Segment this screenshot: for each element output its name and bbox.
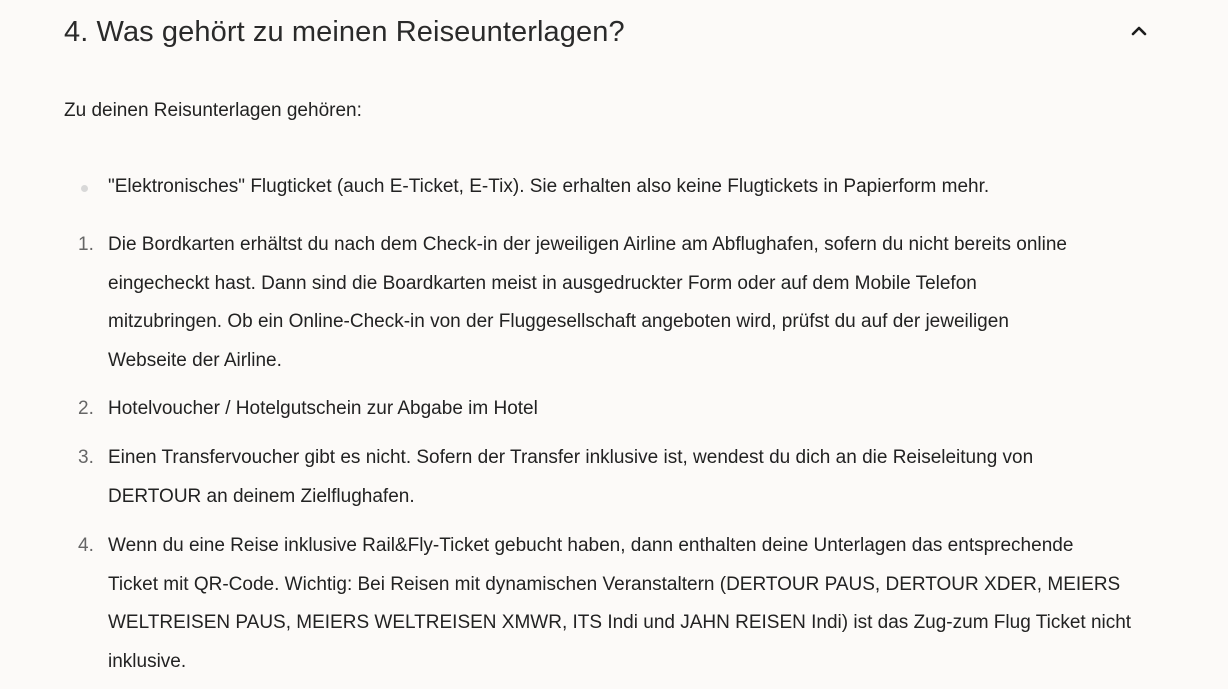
list-item-text	[108, 226, 1158, 380]
list-item-number: 1.	[78, 234, 94, 255]
list-item-text	[108, 390, 1158, 429]
list-item-line: DERTOUR an deinem Zielflughafen.	[108, 485, 415, 507]
list-item-line: Die Bordkarten erhältst du nach dem Check-in der jeweiligen Airline am Abflughafen, sofern du nicht bereits online	[108, 234, 1067, 255]
list-item-number: 2.	[78, 398, 94, 419]
list-item-text	[108, 527, 1158, 681]
list-item-number: 4.	[78, 535, 94, 556]
list-item-line: Einen Transfervoucher gibt es nicht. Sofern der Transfer inklusive ist, wendest du dich an die Reiseleitung von	[108, 447, 1034, 468]
list-item-line: inklusive.	[108, 650, 187, 672]
list-item-number: 3.	[78, 447, 94, 468]
bullet-marker	[81, 185, 88, 192]
list-item-line: eingecheckt hast. Dann sind die Boardkarten meist in ausgedruckter Form oder auf dem Mobile Telefon	[108, 272, 977, 294]
list-item-line: Ticket mit QR-Code. Wichtig: Bei Reisen mit dynamischen Veranstaltern (DERTOUR PAUS, DERTOUR XDER, MEIERS	[108, 573, 1121, 595]
chevron-up-icon[interactable]	[1128, 20, 1150, 42]
list-item-line: Hotelvoucher / Hotelgutschein zur Abgabe im Hotel	[108, 398, 538, 419]
faq-answer-intro: Zu deinen Reisunterlagen gehören:	[64, 100, 362, 121]
faq-question-header[interactable]	[64, 10, 1164, 60]
faq-question-title[interactable]: 4. Was gehört zu meinen Reiseunterlagen?	[64, 16, 625, 48]
bullet-text: "Elektronisches" Flugticket (auch E-Ticket, E-Tix). Sie erhalten also keine Flugtickets in Papierform mehr.	[108, 176, 990, 197]
list-item-line: WELTREISEN PAUS, MEIERS WELTREISEN XMWR, ITS Indi und JAHN REISEN Indi) ist das Zug-zum Flug Ticket nicht	[108, 612, 1132, 633]
list-item-line: mitzubringen. Ob ein Online-Check-in von der Fluggesellschaft angeboten wird, prüfst du auf der jeweiligen	[108, 311, 1009, 332]
list-item-line: Wenn du eine Reise inklusive Rail&Fly-Ticket gebucht haben, dann enthalten deine Unterlagen das entsprechende	[108, 535, 1074, 556]
faq-item	[64, 0, 1164, 689]
list-item-line: Webseite der Airline.	[108, 349, 282, 371]
list-item-text	[108, 439, 1158, 516]
